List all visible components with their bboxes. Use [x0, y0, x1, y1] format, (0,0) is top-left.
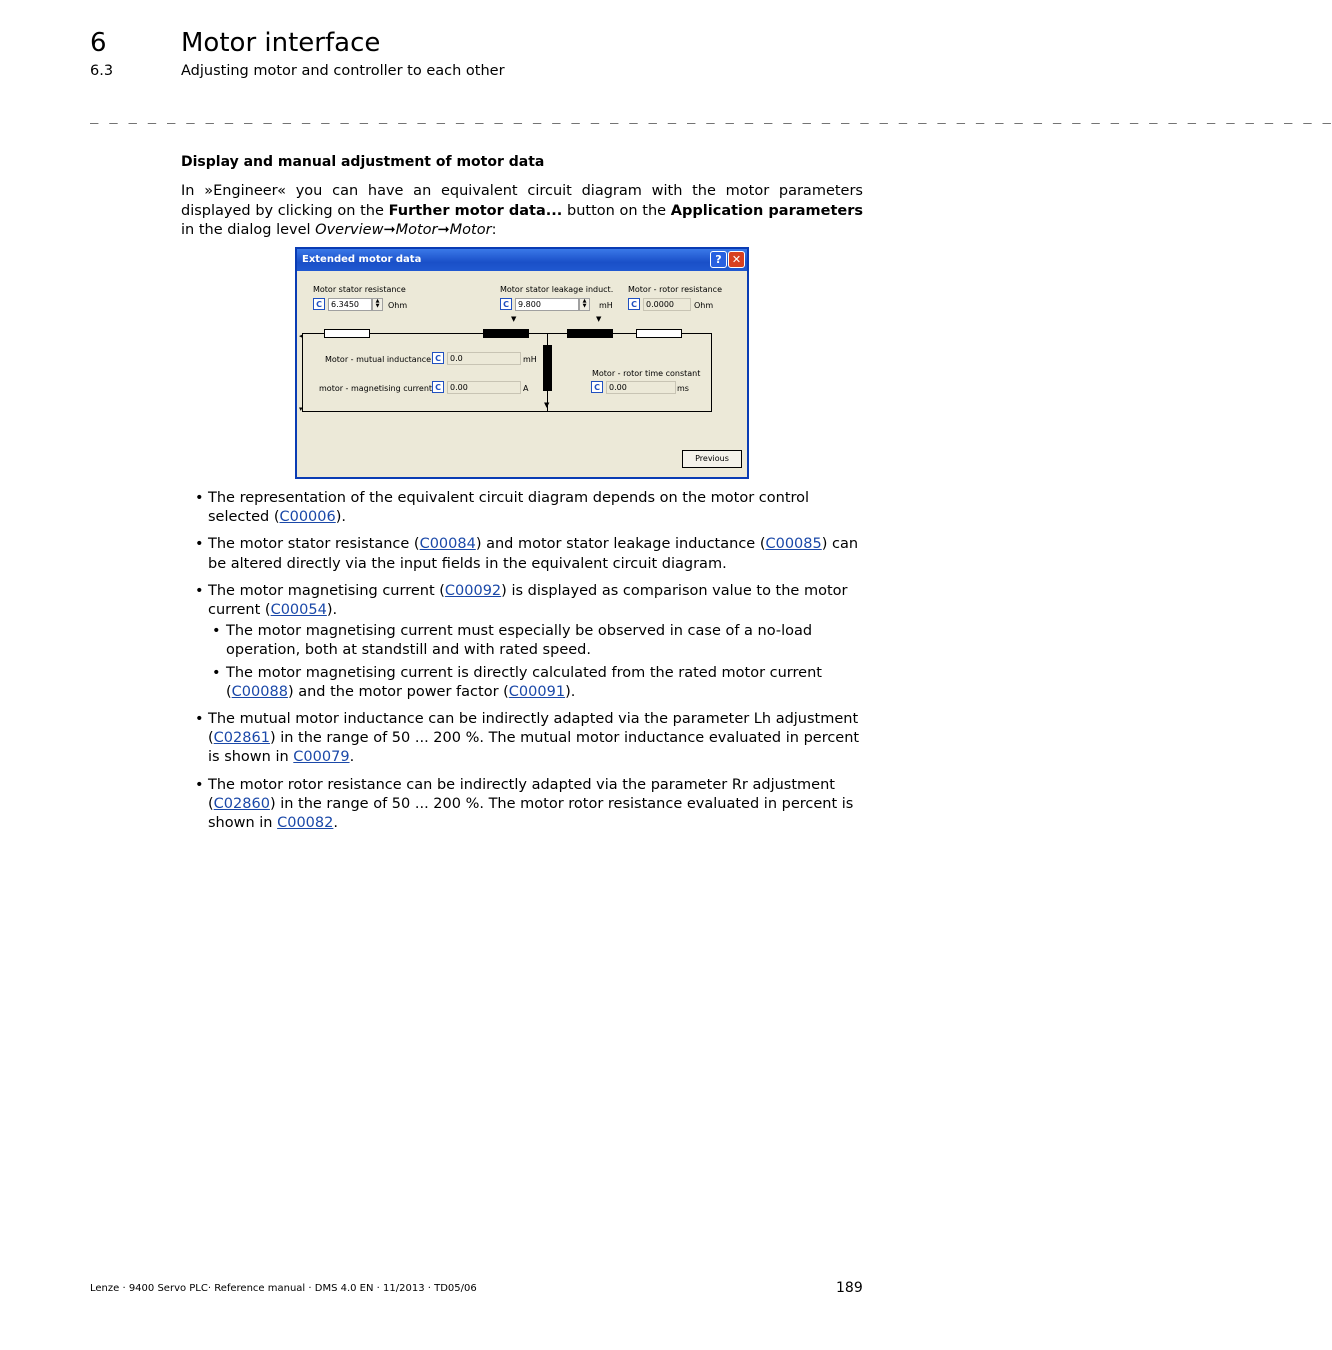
code-link[interactable]: C02860	[213, 795, 270, 812]
list-item: • The motor stator resistance (C00084) and motor stator leakage inductance (C00085) can be altered directly via the input fields in the equivalent circuit diagram.	[193, 535, 865, 573]
sub-bullet-list	[208, 622, 865, 702]
circuit-bottom-wire	[302, 411, 712, 412]
stator-resistance-input[interactable]: 6.3450	[328, 298, 372, 311]
bullet-list	[193, 489, 865, 841]
mutual-inductance-label: Motor - mutual inductance	[325, 355, 432, 364]
leakage-induct-label: Motor stator leakage induct.	[500, 285, 614, 294]
header-separator: _ _ _ _ _ _ _ _ _ _ _ _ _ _ _ _ _ _ _ _ _ _ _ _ _ _ _ _ _ _ _ _ _ _ _ _ _ _ _ _ _ _ _ _ _ _ _ _ _ _ _ _ _ _ _ _ _ _ _ _ _ _ _ _ _	[90, 108, 1332, 124]
rotor-time-constant-label: Motor - rotor time constant	[592, 369, 701, 378]
dialog-title-bar	[297, 249, 747, 271]
mutual-pointer-icon: ▼	[544, 401, 550, 409]
code-link[interactable]: C00092	[444, 582, 502, 599]
previous-button[interactable]: Previous	[682, 450, 742, 468]
left-top-arrow-icon: ◂	[299, 332, 303, 340]
stator-resistance-c-button[interactable]: C	[313, 298, 325, 310]
footer-text: Lenze · 9400 Servo PLC· Reference manual · DMS 4.0 EN · 11/2013 · TD05/06	[90, 1283, 477, 1294]
rotor-pointer-icon: ▼	[596, 315, 602, 323]
close-icon[interactable]: ✕	[728, 251, 745, 268]
stator-leakage-inductor-symbol	[483, 329, 529, 338]
list-item: • The motor rotor resistance can be indirectly adapted via the parameter Rr adjustment (C02860) in the range of 50 ... 200 %. The motor rotor resistance evaluated in percent is shown in C00082.	[193, 776, 865, 834]
code-link[interactable]: C00054	[270, 602, 327, 619]
mutual-inductance-unit: mH	[523, 355, 537, 364]
subheading: Display and manual adjustment of motor data	[181, 154, 545, 170]
list-item: • The motor magnetising current (C00092) is displayed as comparison value to the motor current (C00054). • The motor magnetising current must especially be observed in case of a no-load operation, both at standstill and with rated speed. • The motor magnetising current is directly calculated from the rated motor current (C00088) and the motor power factor (C00091).	[193, 582, 865, 702]
list-item: • The mutual motor inductance can be indirectly adapted via the parameter Lh adjustment (C02861) in the range of 50 ... 200 %. The mutual motor inductance evaluated in percent is shown in C00079.	[193, 710, 865, 768]
code-link[interactable]: C02861	[213, 730, 270, 747]
rotor-time-constant-value: 0.00	[606, 381, 676, 394]
code-link[interactable]: C00006	[279, 509, 336, 526]
stator-resistance-symbol	[324, 329, 370, 338]
code-link[interactable]: C00084	[419, 536, 476, 553]
rotor-resistance-unit: Ohm	[694, 301, 714, 310]
code-link[interactable]: C00088	[231, 683, 288, 700]
leakage-induct-input[interactable]: 9.800	[515, 298, 579, 311]
leakage-pointer-icon: ▼	[511, 315, 517, 323]
extended-motor-data-dialog	[295, 247, 749, 479]
circuit-right-wire	[711, 333, 712, 411]
stator-resistance-unit: Ohm	[388, 301, 408, 310]
chapter-title: Motor interface	[181, 28, 381, 58]
code-link[interactable]: C00079	[293, 749, 350, 766]
page-number: 189	[836, 1280, 863, 1296]
rotor-resistance-symbol	[636, 329, 682, 338]
sub-list-item: • The motor magnetising current is directly calculated from the rated motor current (C00088) and the motor power factor (C00091).	[208, 664, 865, 702]
rotor-resistance-c-button[interactable]: C	[628, 298, 640, 310]
code-link[interactable]: C00091	[508, 683, 566, 700]
magnetising-current-c-button[interactable]: C	[432, 381, 444, 393]
left-bottom-arrow-icon: ▾	[299, 405, 303, 413]
mutual-inductor-symbol	[543, 345, 552, 391]
code-link[interactable]: C00082	[277, 815, 334, 832]
stator-resistance-spinner[interactable]: ▲ ▼	[372, 298, 383, 311]
mutual-inductance-value: 0.0	[447, 352, 521, 365]
leakage-induct-spinner[interactable]: ▲ ▼	[579, 298, 590, 311]
help-icon[interactable]: ?	[710, 251, 727, 268]
dialog-title: Extended motor data	[302, 254, 422, 265]
rotor-resistance-label: Motor - rotor resistance	[628, 285, 722, 294]
mutual-inductance-c-button[interactable]: C	[432, 352, 444, 364]
leakage-induct-c-button[interactable]: C	[500, 298, 512, 310]
rotor-resistance-value: 0.0000	[643, 298, 691, 311]
rotor-time-constant-c-button[interactable]: C	[591, 381, 603, 393]
circuit-left-wire	[302, 333, 303, 411]
intro-paragraph: In »Engineer« you can have an equivalent circuit diagram with the motor parameters displayed by clicking on the Further motor data... button on the Application parameters in the dialog level Overview➞Motor➞Motor:	[181, 183, 864, 238]
section-title: Adjusting motor and controller to each other	[181, 63, 505, 79]
magnetising-current-label: motor - magnetising current	[319, 384, 433, 393]
magnetising-current-value: 0.00	[447, 381, 521, 394]
sub-list-item: • The motor magnetising current must especially be observed in case of a no-load operation, both at standstill and with rated speed.	[208, 622, 865, 660]
chapter-number: 6	[90, 28, 107, 58]
code-link[interactable]: C00085	[765, 536, 822, 553]
section-number: 6.3	[90, 63, 114, 79]
magnetising-current-unit: A	[523, 384, 529, 393]
leakage-induct-unit: mH	[599, 301, 613, 310]
list-item: • The representation of the equivalent circuit diagram depends on the motor control selected (C00006).	[193, 489, 865, 527]
rotor-leakage-inductor-symbol	[567, 329, 613, 338]
rotor-time-constant-unit: ms	[677, 384, 689, 393]
stator-resistance-label: Motor stator resistance	[313, 285, 406, 294]
